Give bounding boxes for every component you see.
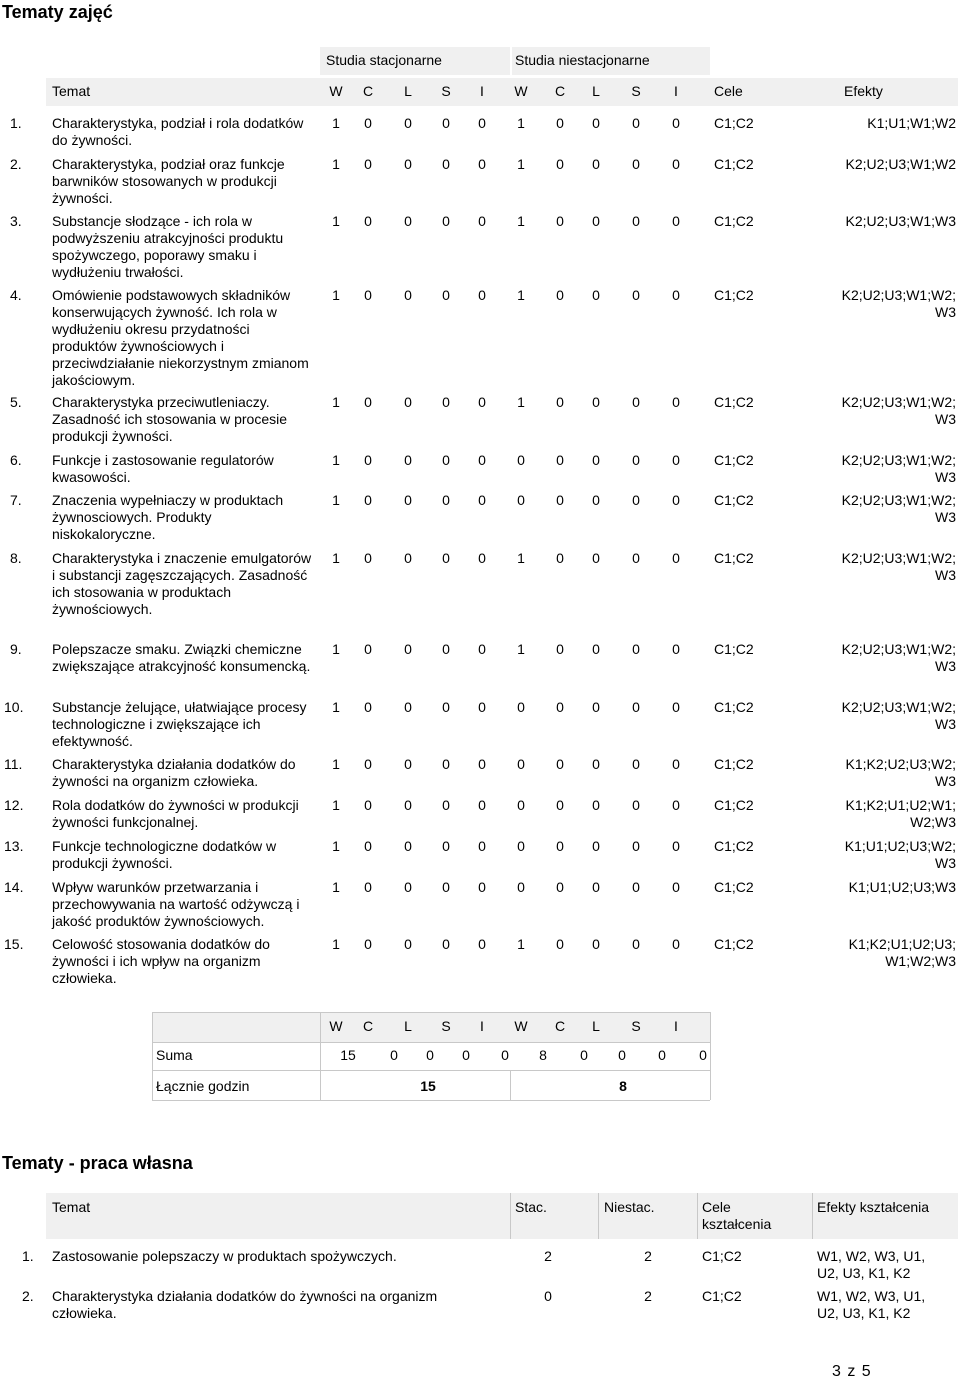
- topic-value: 0: [364, 287, 372, 303]
- summary-total-nonstationary: 8: [619, 1078, 627, 1094]
- header-effects: Efekty: [844, 83, 883, 99]
- topic-effects: K2;U2;U3;W1;W2;W3: [841, 452, 956, 485]
- self-effects: W1, W2, W3, U1, U2, U3, K1, K2: [817, 1248, 926, 1281]
- summary-sum-value: 0: [699, 1047, 707, 1063]
- topic-value: 1: [332, 879, 340, 895]
- topic-value: 0: [556, 936, 564, 952]
- summary-header-col-l: L: [592, 1018, 600, 1034]
- topic-value: 0: [478, 550, 486, 566]
- self-header-niestac: Niestac.: [604, 1199, 655, 1215]
- topic-effects: K2;U2;U3;W1;W2;W3: [841, 394, 956, 427]
- topic-value: 0: [442, 492, 450, 508]
- topic-value: 0: [672, 452, 680, 468]
- topic-value: 0: [556, 756, 564, 772]
- topic-value: 0: [556, 838, 564, 854]
- summary-sum-value: 0: [390, 1047, 398, 1063]
- topic-text: Charakterystyka przeciwutleniaczy. Zasadność ich stosowania w procesie produkcji żywności.: [52, 394, 288, 444]
- topic-value: 0: [478, 492, 486, 508]
- self-effects: W1, W2, W3, U1, U2, U3, K1, K2: [817, 1288, 926, 1321]
- topic-number: 7.: [10, 492, 22, 508]
- topic-goals: C1;C2: [714, 452, 754, 468]
- self-stac-value: 2: [544, 1248, 552, 1264]
- summary-header-col-s: S: [441, 1018, 451, 1034]
- topic-value: 0: [478, 156, 486, 172]
- topic-value: 0: [592, 115, 600, 131]
- topic-effects: K1;K2;U1;U2;W1;W2;W3: [845, 797, 956, 830]
- topic-text: Wpływ warunków przetwarzania i przechowywania na wartość odżywczą i jakość produktów żywnościowych.: [52, 879, 300, 929]
- topic-text: Funkcje technologiczne dodatków w produkcji żywności.: [52, 838, 277, 871]
- topic-effects: K2;U2;U3;W1;W2: [845, 156, 956, 172]
- topic-number: 11.: [4, 756, 23, 772]
- topic-number: 8.: [10, 550, 22, 566]
- topic-value: 1: [517, 213, 525, 229]
- topic-value: 1: [332, 394, 340, 410]
- topic-value: 0: [442, 641, 450, 657]
- topic-effects: K1;K2;U2;U3;W2;W3: [845, 756, 956, 789]
- topic-value: 0: [404, 838, 412, 854]
- summary-header-col-i: I: [480, 1018, 484, 1034]
- summary-header-col-w: W: [514, 1018, 528, 1034]
- topic-value: 0: [442, 879, 450, 895]
- topic-value: 0: [556, 492, 564, 508]
- topic-value: 0: [478, 699, 486, 715]
- topic-value: 0: [442, 156, 450, 172]
- topic-text: Omówienie podstawowych składników konserwujących żywność. Ich rola w wydłużeniu okresu przydatności produktów żywnościowych i przeciwdziałanie niekorzystnym zmianom jakościowym.: [52, 287, 309, 388]
- topic-value: 0: [672, 550, 680, 566]
- topic-value: 1: [332, 213, 340, 229]
- topic-text: Charakterystyka, podział i rola dodatków do żywności.: [52, 115, 304, 148]
- self-stac-value: 0: [544, 1288, 552, 1304]
- topic-effects: K2;U2;U3;W1;W2;W3: [841, 550, 956, 583]
- topic-value: 0: [478, 936, 486, 952]
- self-topic-number: 2.: [22, 1288, 34, 1304]
- self-header-stac: Stac.: [515, 1199, 547, 1215]
- topic-value: 1: [517, 936, 525, 952]
- topic-goals: C1;C2: [714, 115, 754, 131]
- topic-text: Celowość stosowania dodatków do żywności i ich wpływ na organizm człowieka.: [52, 936, 270, 986]
- topic-value: 0: [442, 115, 450, 131]
- topic-number: 1.: [10, 115, 22, 131]
- section-title-self-work: Tematy - praca własna: [2, 1153, 193, 1173]
- topic-value: 0: [404, 936, 412, 952]
- topic-value: 0: [592, 756, 600, 772]
- topic-text: Funkcje i zastosowanie regulatorów kwasowości.: [52, 452, 274, 485]
- summary-header-col-w: W: [329, 1018, 343, 1034]
- topic-goals: C1;C2: [714, 394, 754, 410]
- topic-value: 0: [592, 641, 600, 657]
- topic-value: 0: [592, 550, 600, 566]
- topic-value: 1: [332, 287, 340, 303]
- header-col-w: W: [514, 83, 528, 99]
- topic-goals: C1;C2: [714, 756, 754, 772]
- topic-value: 0: [556, 797, 564, 813]
- topic-number: 12.: [4, 797, 24, 813]
- topic-value: 0: [592, 936, 600, 952]
- topic-value: 1: [332, 492, 340, 508]
- topic-value: 0: [442, 287, 450, 303]
- summary-header-col-i: I: [674, 1018, 678, 1034]
- topic-value: 0: [404, 641, 412, 657]
- topic-value: 0: [442, 699, 450, 715]
- topic-value: 0: [632, 797, 640, 813]
- topic-value: 1: [517, 156, 525, 172]
- topic-value: 0: [556, 879, 564, 895]
- topic-value: 0: [478, 394, 486, 410]
- topic-value: 1: [517, 394, 525, 410]
- topic-value: 0: [364, 879, 372, 895]
- topic-value: 0: [364, 452, 372, 468]
- topic-goals: C1;C2: [714, 936, 754, 952]
- topic-value: 0: [478, 756, 486, 772]
- header-col-c: C: [554, 83, 566, 99]
- topic-value: 0: [592, 699, 600, 715]
- topic-value: 0: [517, 452, 525, 468]
- header-topic: Temat: [52, 83, 91, 99]
- topic-value: 1: [517, 115, 525, 131]
- topic-goals: C1;C2: [714, 699, 754, 715]
- topic-value: 0: [442, 797, 450, 813]
- topic-number: 4.: [10, 287, 22, 303]
- topic-value: 0: [517, 879, 525, 895]
- topic-value: 0: [672, 756, 680, 772]
- topic-goals: C1;C2: [714, 641, 754, 657]
- summary-sum-value: 0: [658, 1047, 666, 1063]
- topic-value: 0: [442, 550, 450, 566]
- topic-value: 0: [556, 452, 564, 468]
- topic-number: 5.: [10, 394, 22, 410]
- topic-value: 0: [404, 115, 412, 131]
- topic-effects: K2;U2;U3;W1;W2;W3: [841, 641, 956, 674]
- topic-number: 13.: [4, 838, 24, 854]
- self-topic-text: Zastosowanie polepszaczy w produktach spożywczych.: [52, 1248, 397, 1264]
- topic-text: Substancje żelujące, ułatwiające procesy technologiczne i zwiększające ich efektywność.: [52, 699, 307, 749]
- self-niestac-value: 2: [644, 1248, 652, 1264]
- topic-value: 1: [517, 641, 525, 657]
- topic-effects: K1;U1;U2;U3;W3: [848, 879, 956, 895]
- topic-value: 0: [672, 699, 680, 715]
- topic-value: 0: [404, 879, 412, 895]
- self-topic-number: 1.: [22, 1248, 34, 1264]
- topic-value: 0: [478, 641, 486, 657]
- header-col-w: W: [329, 83, 343, 99]
- topic-value: 0: [517, 756, 525, 772]
- topic-value: 0: [478, 838, 486, 854]
- topic-value: 1: [332, 797, 340, 813]
- topic-value: 0: [556, 550, 564, 566]
- topic-value: 0: [364, 156, 372, 172]
- topic-value: 0: [364, 797, 372, 813]
- topic-value: 0: [672, 213, 680, 229]
- topic-value: 0: [478, 115, 486, 131]
- summary-sum-value: 0: [580, 1047, 588, 1063]
- topic-value: 1: [517, 550, 525, 566]
- topic-value: 0: [364, 641, 372, 657]
- header-col-s: S: [441, 83, 451, 99]
- topic-value: 0: [632, 879, 640, 895]
- summary-total-stationary: 15: [420, 1078, 436, 1094]
- topic-value: 0: [632, 115, 640, 131]
- summary-sum-value: 15: [340, 1047, 356, 1063]
- topic-value: 0: [632, 699, 640, 715]
- page-number: 3 z 5: [832, 1363, 872, 1380]
- topic-value: 0: [556, 115, 564, 131]
- topic-value: 0: [404, 156, 412, 172]
- summary-sum-value: 0: [462, 1047, 470, 1063]
- summary-sum-value: 0: [618, 1047, 626, 1063]
- topic-value: 0: [364, 394, 372, 410]
- table-header-row: [46, 78, 958, 106]
- topic-text: Charakterystyka działania dodatków do żywności na organizm człowieka.: [52, 756, 296, 789]
- topic-value: 0: [442, 394, 450, 410]
- header-col-s: S: [631, 83, 641, 99]
- topic-value: 0: [364, 213, 372, 229]
- topic-value: 1: [332, 452, 340, 468]
- header-goals: Cele: [714, 83, 743, 99]
- topic-value: 0: [632, 756, 640, 772]
- topic-effects: K1;U1;W1;W2: [867, 115, 956, 131]
- summary-header-col-c: C: [362, 1018, 374, 1034]
- topic-text: Znaczenia wypełniaczy w produktach żywnosciowych. Produkty niskokaloryczne.: [52, 492, 284, 542]
- topic-value: 0: [592, 879, 600, 895]
- topic-value: 0: [404, 394, 412, 410]
- topic-value: 0: [404, 756, 412, 772]
- section-title: Tematy zajęć: [2, 2, 113, 22]
- topic-value: 0: [517, 699, 525, 715]
- topic-value: 0: [404, 452, 412, 468]
- topic-number: 2.: [10, 156, 22, 172]
- topic-value: 0: [478, 797, 486, 813]
- topic-value: 0: [442, 936, 450, 952]
- topic-value: 0: [556, 394, 564, 410]
- topic-value: 0: [442, 838, 450, 854]
- topic-number: 14.: [4, 879, 24, 895]
- topic-value: 0: [632, 156, 640, 172]
- topic-text: Charakterystyka i znaczenie emulgatorów i substancji zagęszczających. Zasadność ich stosowania w produktach żywnościowych.: [52, 550, 312, 617]
- topic-value: 0: [364, 936, 372, 952]
- topic-effects: K2;U2;U3;W1;W2;W3: [841, 492, 956, 525]
- topic-value: 0: [672, 641, 680, 657]
- topic-value: 0: [556, 156, 564, 172]
- self-goals: C1;C2: [702, 1288, 742, 1304]
- topic-value: 0: [404, 699, 412, 715]
- summary-header-col-s: S: [631, 1018, 641, 1034]
- topic-value: 0: [592, 838, 600, 854]
- summary-sum-value: 0: [501, 1047, 509, 1063]
- topic-value: 0: [404, 287, 412, 303]
- topic-value: 0: [672, 156, 680, 172]
- topic-value: 0: [632, 838, 640, 854]
- header-col-l: L: [592, 83, 600, 99]
- topic-goals: C1;C2: [714, 492, 754, 508]
- topic-value: 0: [556, 641, 564, 657]
- topic-value: 0: [404, 492, 412, 508]
- topic-value: 0: [364, 492, 372, 508]
- topic-value: 0: [364, 756, 372, 772]
- self-header-topic: Temat: [52, 1199, 91, 1215]
- topic-value: 0: [632, 550, 640, 566]
- topic-value: 0: [592, 213, 600, 229]
- topic-value: 0: [632, 287, 640, 303]
- summary-sum-label: Suma: [156, 1047, 193, 1063]
- topic-value: 0: [632, 452, 640, 468]
- self-niestac-value: 2: [644, 1288, 652, 1304]
- topic-effects: K1;K2;U1;U2;U3;W1;W2;W3: [848, 936, 956, 969]
- topic-goals: C1;C2: [714, 797, 754, 813]
- self-header-effects: Efekty kształcenia: [817, 1199, 930, 1215]
- topic-value: 0: [672, 115, 680, 131]
- topic-value: 0: [632, 394, 640, 410]
- topic-number: 6.: [10, 452, 22, 468]
- topic-text: Charakterystyka, podział oraz funkcje barwników stosowanych w produkcji żywności.: [52, 156, 285, 206]
- self-header-goals: Cele kształcenia: [702, 1199, 772, 1232]
- header-col-i: I: [674, 83, 678, 99]
- study-mode-nonstationary: Studia niestacjonarne: [515, 52, 650, 68]
- topic-goals: C1;C2: [714, 156, 754, 172]
- topic-goals: C1;C2: [714, 838, 754, 854]
- topic-value: 0: [672, 838, 680, 854]
- topic-value: 0: [364, 699, 372, 715]
- topic-number: 15.: [4, 936, 24, 952]
- topic-value: 0: [672, 394, 680, 410]
- topic-value: 0: [442, 452, 450, 468]
- topic-value: 0: [592, 287, 600, 303]
- header-col-c: C: [362, 83, 374, 99]
- summary-sum-value: 8: [539, 1047, 547, 1063]
- topic-value: 0: [556, 287, 564, 303]
- topic-value: 0: [364, 838, 372, 854]
- topic-value: 0: [404, 797, 412, 813]
- topic-value: 1: [332, 156, 340, 172]
- topic-value: 1: [332, 756, 340, 772]
- topic-number: 9.: [10, 641, 22, 657]
- topic-effects: K2;U2;U3;W1;W2;W3: [841, 287, 956, 320]
- summary-sum-value: 0: [426, 1047, 434, 1063]
- topic-value: 0: [672, 797, 680, 813]
- topic-value: 0: [592, 492, 600, 508]
- topic-value: 0: [592, 394, 600, 410]
- summary-header-col-l: L: [404, 1018, 412, 1034]
- topic-goals: C1;C2: [714, 550, 754, 566]
- self-goals: C1;C2: [702, 1248, 742, 1264]
- topic-value: 1: [332, 838, 340, 854]
- topic-value: 1: [332, 936, 340, 952]
- summary-header-col-c: C: [554, 1018, 566, 1034]
- topic-value: 0: [632, 213, 640, 229]
- header-col-i: I: [480, 83, 484, 99]
- topic-value: 0: [592, 452, 600, 468]
- topic-value: 1: [332, 115, 340, 131]
- topic-effects: K2;U2;U3;W1;W2;W3: [841, 699, 956, 732]
- topic-value: 0: [478, 213, 486, 229]
- topic-text: Rola dodatków do żywności w produkcji żywności funkcjonalnej.: [52, 797, 299, 830]
- topic-goals: C1;C2: [714, 213, 754, 229]
- topic-value: 0: [517, 838, 525, 854]
- topic-value: 0: [364, 550, 372, 566]
- topic-value: 1: [517, 287, 525, 303]
- topic-value: 0: [517, 797, 525, 813]
- topic-value: 0: [478, 879, 486, 895]
- topic-value: 0: [442, 213, 450, 229]
- topic-text: Polepszacze smaku. Związki chemiczne zwiększające atrakcyjność konsumencką.: [52, 641, 311, 674]
- self-topic-text: Charakterystyka działania dodatków do żywności na organizm człowieka.: [52, 1288, 438, 1321]
- topic-value: 0: [556, 699, 564, 715]
- topic-value: 1: [332, 699, 340, 715]
- topic-value: 0: [404, 213, 412, 229]
- topic-value: 0: [672, 879, 680, 895]
- topic-effects: K1;U1;U2;U3;W2;W3: [844, 838, 956, 871]
- topic-effects: K2;U2;U3;W1;W3: [845, 213, 956, 229]
- topic-value: 0: [364, 115, 372, 131]
- topic-value: 0: [442, 756, 450, 772]
- study-mode-stationary: Studia stacjonarne: [326, 52, 442, 68]
- topic-number: 10.: [4, 699, 24, 715]
- topic-goals: C1;C2: [714, 287, 754, 303]
- topic-value: 0: [672, 492, 680, 508]
- topic-value: 0: [632, 641, 640, 657]
- topic-value: 0: [478, 452, 486, 468]
- topic-value: 0: [556, 213, 564, 229]
- topic-value: 0: [404, 550, 412, 566]
- topic-number: 3.: [10, 213, 22, 229]
- topic-value: 0: [672, 287, 680, 303]
- topic-value: 0: [517, 492, 525, 508]
- topic-value: 0: [632, 492, 640, 508]
- topic-value: 0: [632, 936, 640, 952]
- topic-goals: C1;C2: [714, 879, 754, 895]
- topic-value: 0: [592, 156, 600, 172]
- topic-value: 0: [478, 287, 486, 303]
- topic-value: 1: [332, 641, 340, 657]
- topic-text: Substancje słodzące - ich rola w podwyższeniu atrakcyjności produktu spożywczego, poporawy smaku i wydłużeniu trwałości.: [52, 213, 284, 280]
- topic-value: 0: [592, 797, 600, 813]
- summary-total-label: Łącznie godzin: [156, 1078, 250, 1094]
- header-col-l: L: [404, 83, 412, 99]
- topic-value: 0: [672, 936, 680, 952]
- topic-value: 1: [332, 550, 340, 566]
